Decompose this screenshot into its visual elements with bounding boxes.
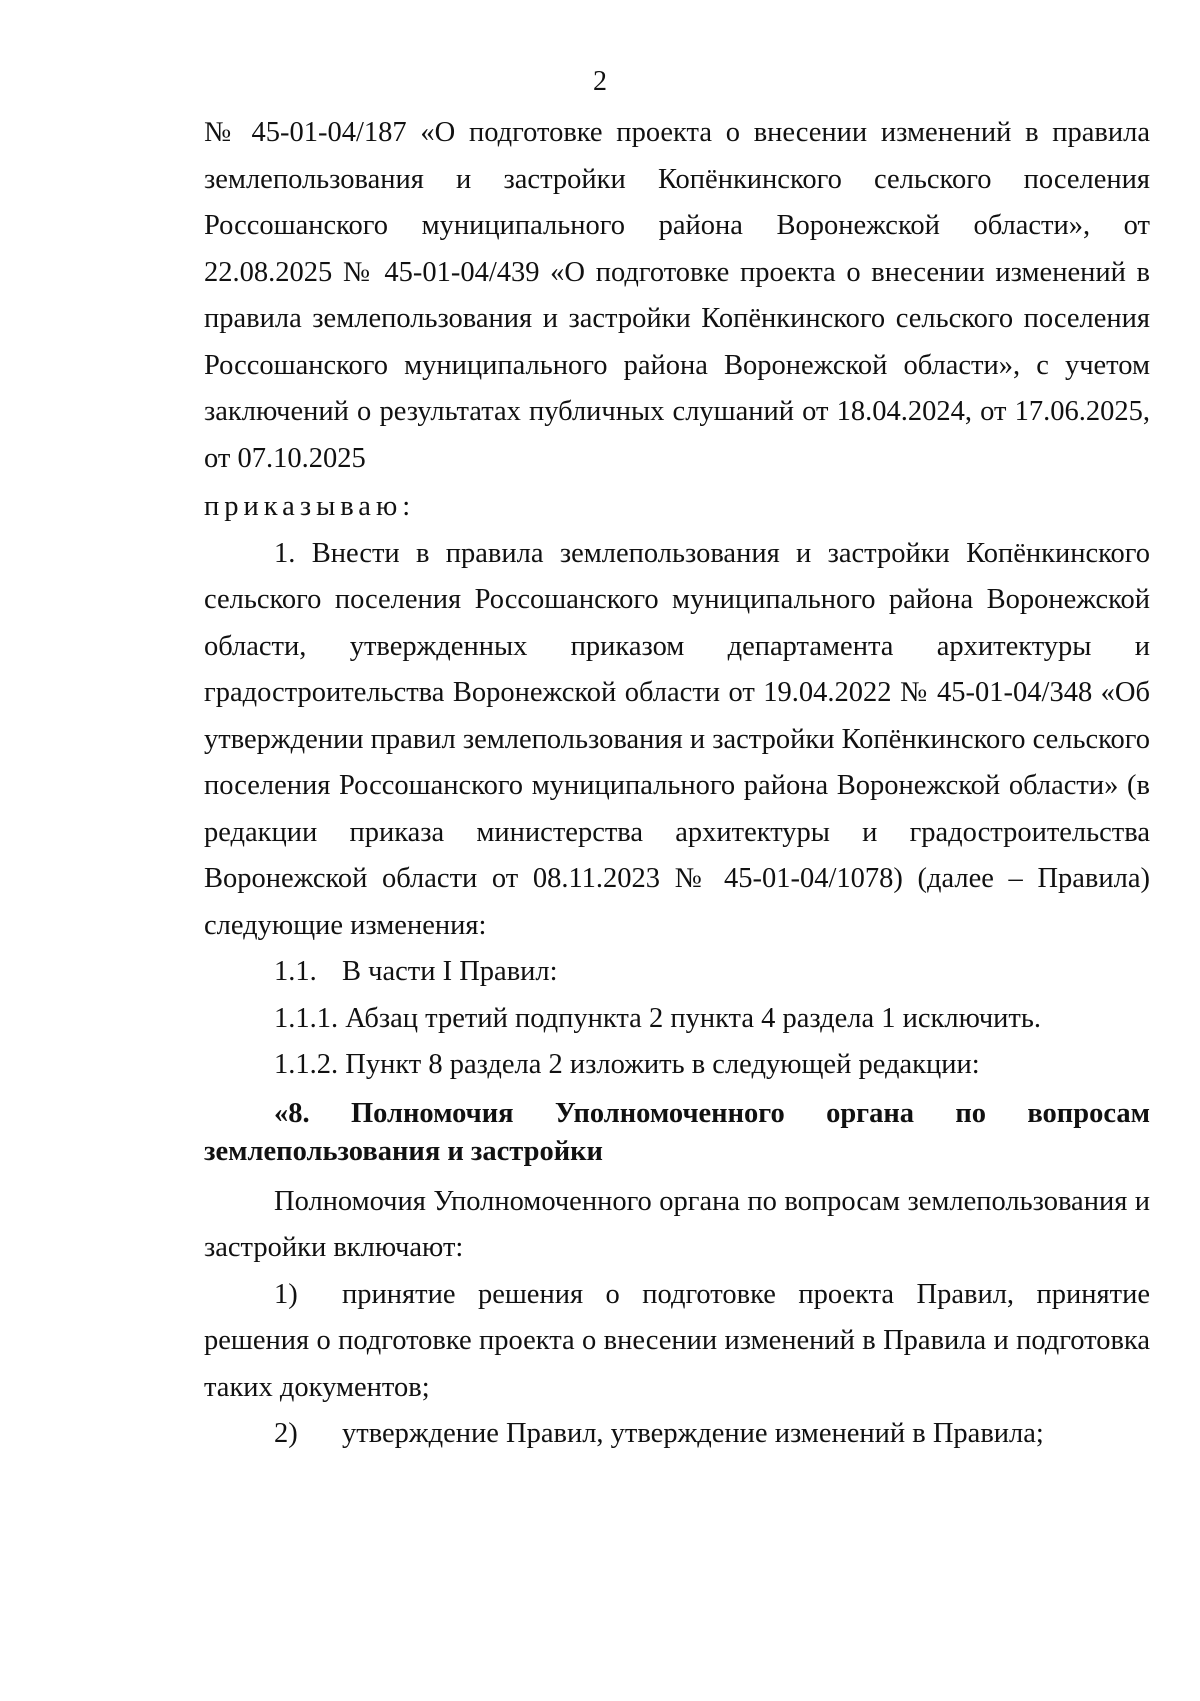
- paragraph-item-1: 1. Внести в правила землепользования и застройки Копёнкинского сельского поселения Россошанского муниципального района Воронежской области, утвержденных приказом департамента архитектуры и градостроительства Воронежской области от 19.04.2022 № 45-01-04/348 «Об утверждении правил землепользования и застройки Копёнкинского сельского поселения Россошанского муниципального района Воронежской области» (в редакции приказа министерства архитектуры и градостроительства Воронежской области от 08.11.2023 № 45-01-04/1078) (далее – Правила) следующие изменения:: [204, 537, 1150, 941]
- paragraph-subitem-2: [204, 1411, 1150, 1458]
- document-body: [204, 110, 1150, 1458]
- item-1-1-text: В части I Правил:: [342, 956, 558, 987]
- subitem-2-text: утверждение Правил, утверждение изменений в Правила;: [342, 1418, 1044, 1449]
- subitem-1-text: принятие решения о подготовке проекта Правил, принятие решения о подготовке проекта о внесении изменений в Правила и подготовка таких документов;: [204, 1278, 1150, 1403]
- subitem-1-number: 1): [274, 1278, 298, 1310]
- paragraph-item-1-1-2: 1.1.2. Пункт 8 раздела 2 изложить в следующей редакции:: [274, 1049, 980, 1080]
- section-heading: «8. Полномочия Уполномоченного органа по вопросам землепользования и застройки: [204, 1097, 1150, 1167]
- page-number: 2: [593, 66, 607, 97]
- subitem-2-number: 2): [274, 1418, 298, 1449]
- paragraph-intro: № 45-01-04/187 «О подготовке проекта о внесении изменений в правила землепользования и застройки Копёнкинского сельского поселения Россошанского муниципального района Воронежской области», от 22.08.2025 № 45-01-04/439 «О подготовке проекта о внесении изменений в правила землепользования и застройки Копёнкинского сельского поселения Россошанского муниципального района Воронежской области», с учетом заключений о результатах публичных слушаний от 18.04.2024, от 17.06.2025, от 07.10.2025: [204, 117, 1150, 474]
- item-1-1-number: 1.1.: [274, 956, 317, 987]
- paragraph-item-1-1-1: 1.1.1. Абзац третий подпункта 2 пункта 4 раздела 1 исключить.: [274, 1002, 1041, 1034]
- paragraph-subitem-1: [204, 1272, 1150, 1412]
- paragraph-order: приказываю:: [204, 491, 416, 522]
- paragraph-powers: Полномочия Уполномоченного органа по вопросам землепользования и застройки включают:: [204, 1185, 1150, 1263]
- paragraph-item-1-1: [274, 949, 1150, 996]
